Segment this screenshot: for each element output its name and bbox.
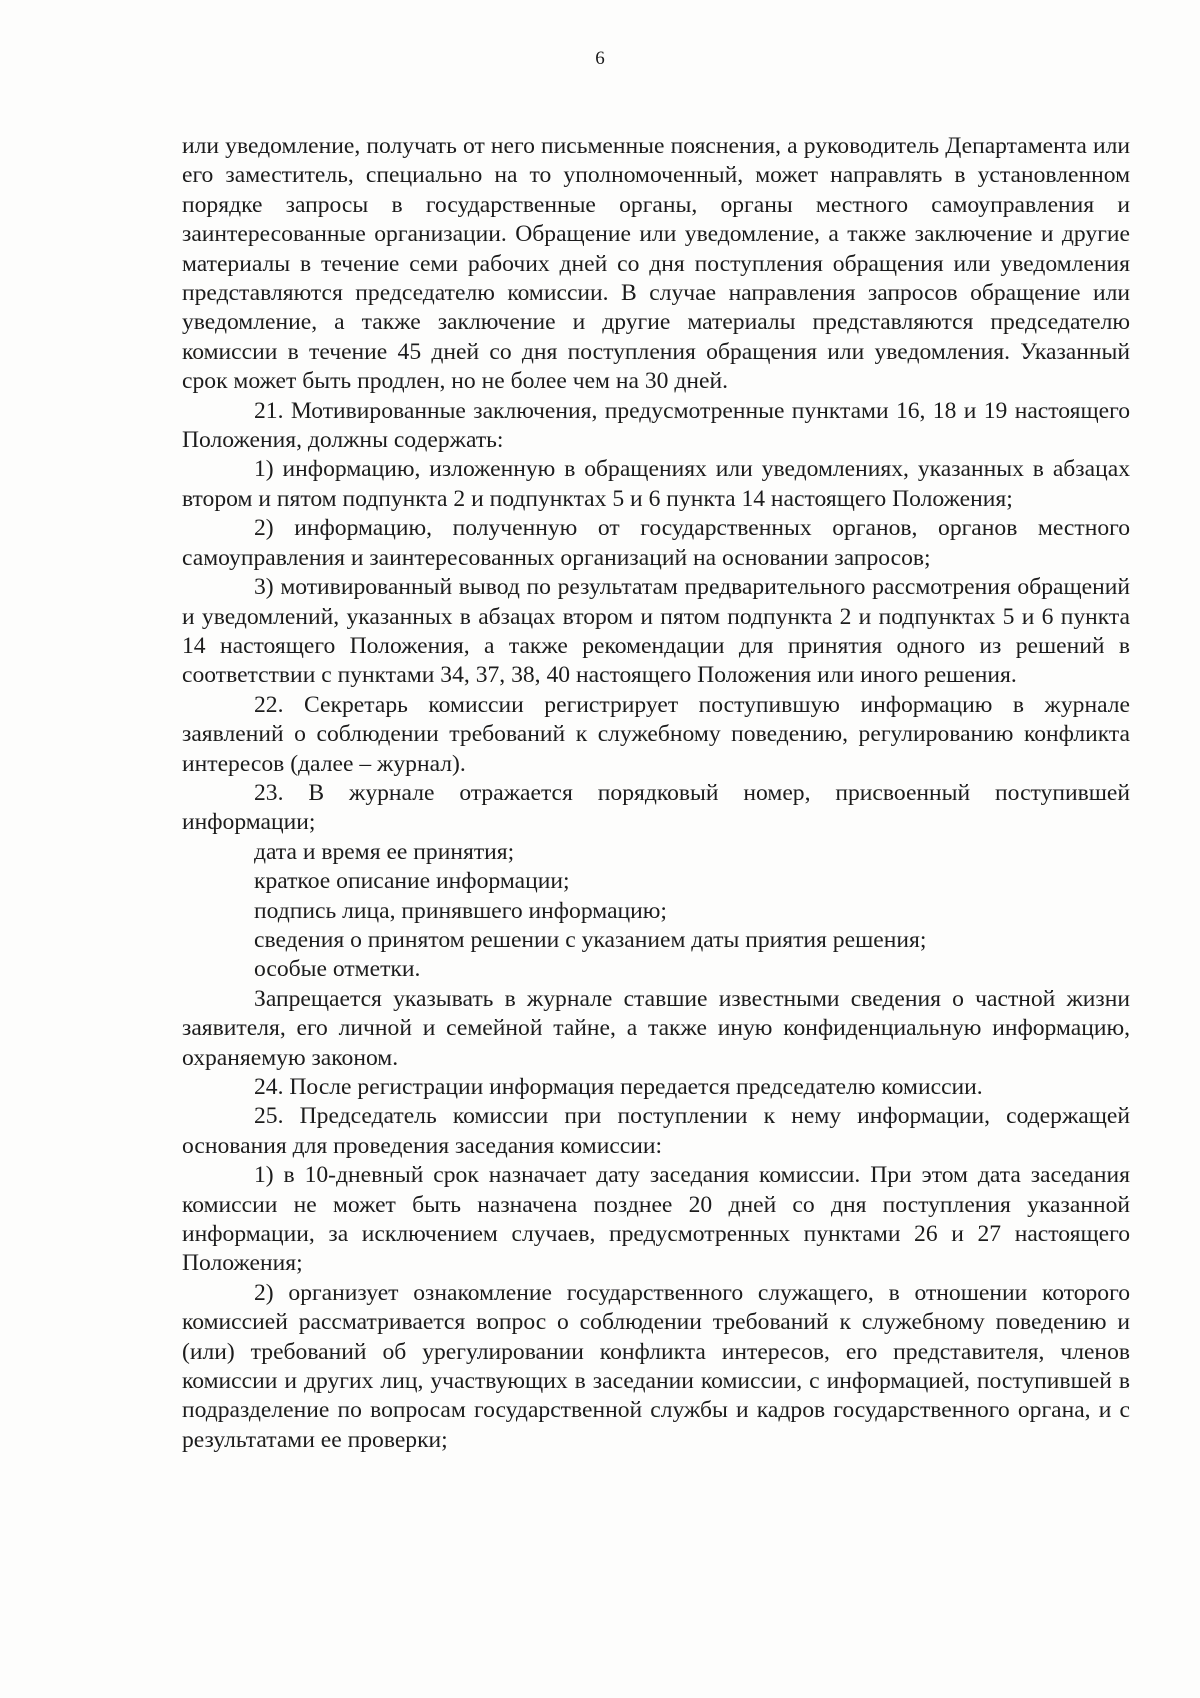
page-number: 6: [595, 48, 605, 69]
paragraph: 2) организует ознакомление государственного служащего, в отношении которого комиссией рассматривается вопрос о соблюдении требований к служебному поведению и (или) требований об урегулировании конфликта интересов, его представителя, членов комиссии и других лиц, участвующих в заседании комиссии, с информацией, поступившей в подразделение по вопросам государственной службы и кадров государственного органа, и с результатами ее проверки;: [182, 1279, 1130, 1453]
list-line: сведения о принятом решении с указанием даты приятия решения;: [254, 926, 927, 953]
paragraph: 22. Секретарь комиссии регистрирует поступившую информацию в журнале заявлений о соблюдении требований к служебному поведению, регулированию конфликта интересов (далее – журнал).: [182, 691, 1130, 777]
list-line: краткое описание информации;: [254, 868, 570, 895]
list-line: подпись лица, принявшего информацию;: [254, 897, 667, 924]
paragraph: 25. Председатель комиссии при поступлении к нему информации, содержащей основания для проведения заседания комиссии:: [182, 1103, 1130, 1159]
paragraph: 23. В журнале отражается порядковый номер, присвоенный поступившей информации;: [182, 779, 1130, 836]
list-line: дата и время ее принятия;: [254, 838, 515, 865]
paragraph: 1) в 10-дневный срок назначает дату заседания комиссии. При этом дата заседания комиссии не может быть назначена позднее 20 дней со дня поступления указанной информации, за исключением случаев, предусмотренных пунктами 26 и 27 настоящего Положения;: [182, 1162, 1130, 1277]
document-body: [182, 132, 1130, 1455]
paragraph: 24. После регистрации информация передается председателю комиссии.: [254, 1074, 983, 1100]
paragraph: 2) информацию, полученную от государственных органов, органов местного самоуправления и заинтересованных организаций на основании запросов;: [182, 515, 1130, 571]
paragraph: 1) информацию, изложенную в обращениях или уведомлениях, указанных в абзацах втором и пятом подпункта 2 и подпунктах 5 и 6 пункта 14 настоящего Положения;: [182, 456, 1130, 512]
list-line: особые отметки.: [254, 956, 421, 983]
paragraph: 21. Мотивированные заключения, предусмотренные пунктами 16, 18 и 19 настоящего Положения, должны содержать:: [182, 397, 1130, 454]
paragraph: Запрещается указывать в журнале ставшие известными сведения о частной жизни заявителя, его личной и семейной тайне, а также иную конфиденциальную информацию, охраняемую законом.: [182, 985, 1130, 1071]
paragraph: 3) мотивированный вывод по результатам предварительного рассмотрения обращений и уведомлений, указанных в абзацах втором и пятом подпункта 2 и подпунктах 5 и 6 пункта 14 настоящего Положения, а также рекомендации для принятия одного из решений в соответствии с пунктами 34, 37, 38, 40 настоящего Положения или иного решения.: [182, 574, 1130, 689]
paragraph: или уведомление, получать от него письменные пояснения, а руководитель Департамента или его заместитель, специально на то уполномоченный, может направлять в установленном порядке запросы в государственные органы, органы местного самоуправления и заинтересованные организации. Обращение или уведомление, а также заключение и другие материалы в течение семи рабочих дней со дня поступления обращения или уведомления представляются председателю комиссии. В случае направления запросов обращение или уведомление, а также заключение и другие материалы представляются председателю комиссии в течение 45 дней со дня поступления обращения или уведомления. Указанный срок может быть продлен, но не более чем на 30 дней.: [182, 133, 1130, 395]
